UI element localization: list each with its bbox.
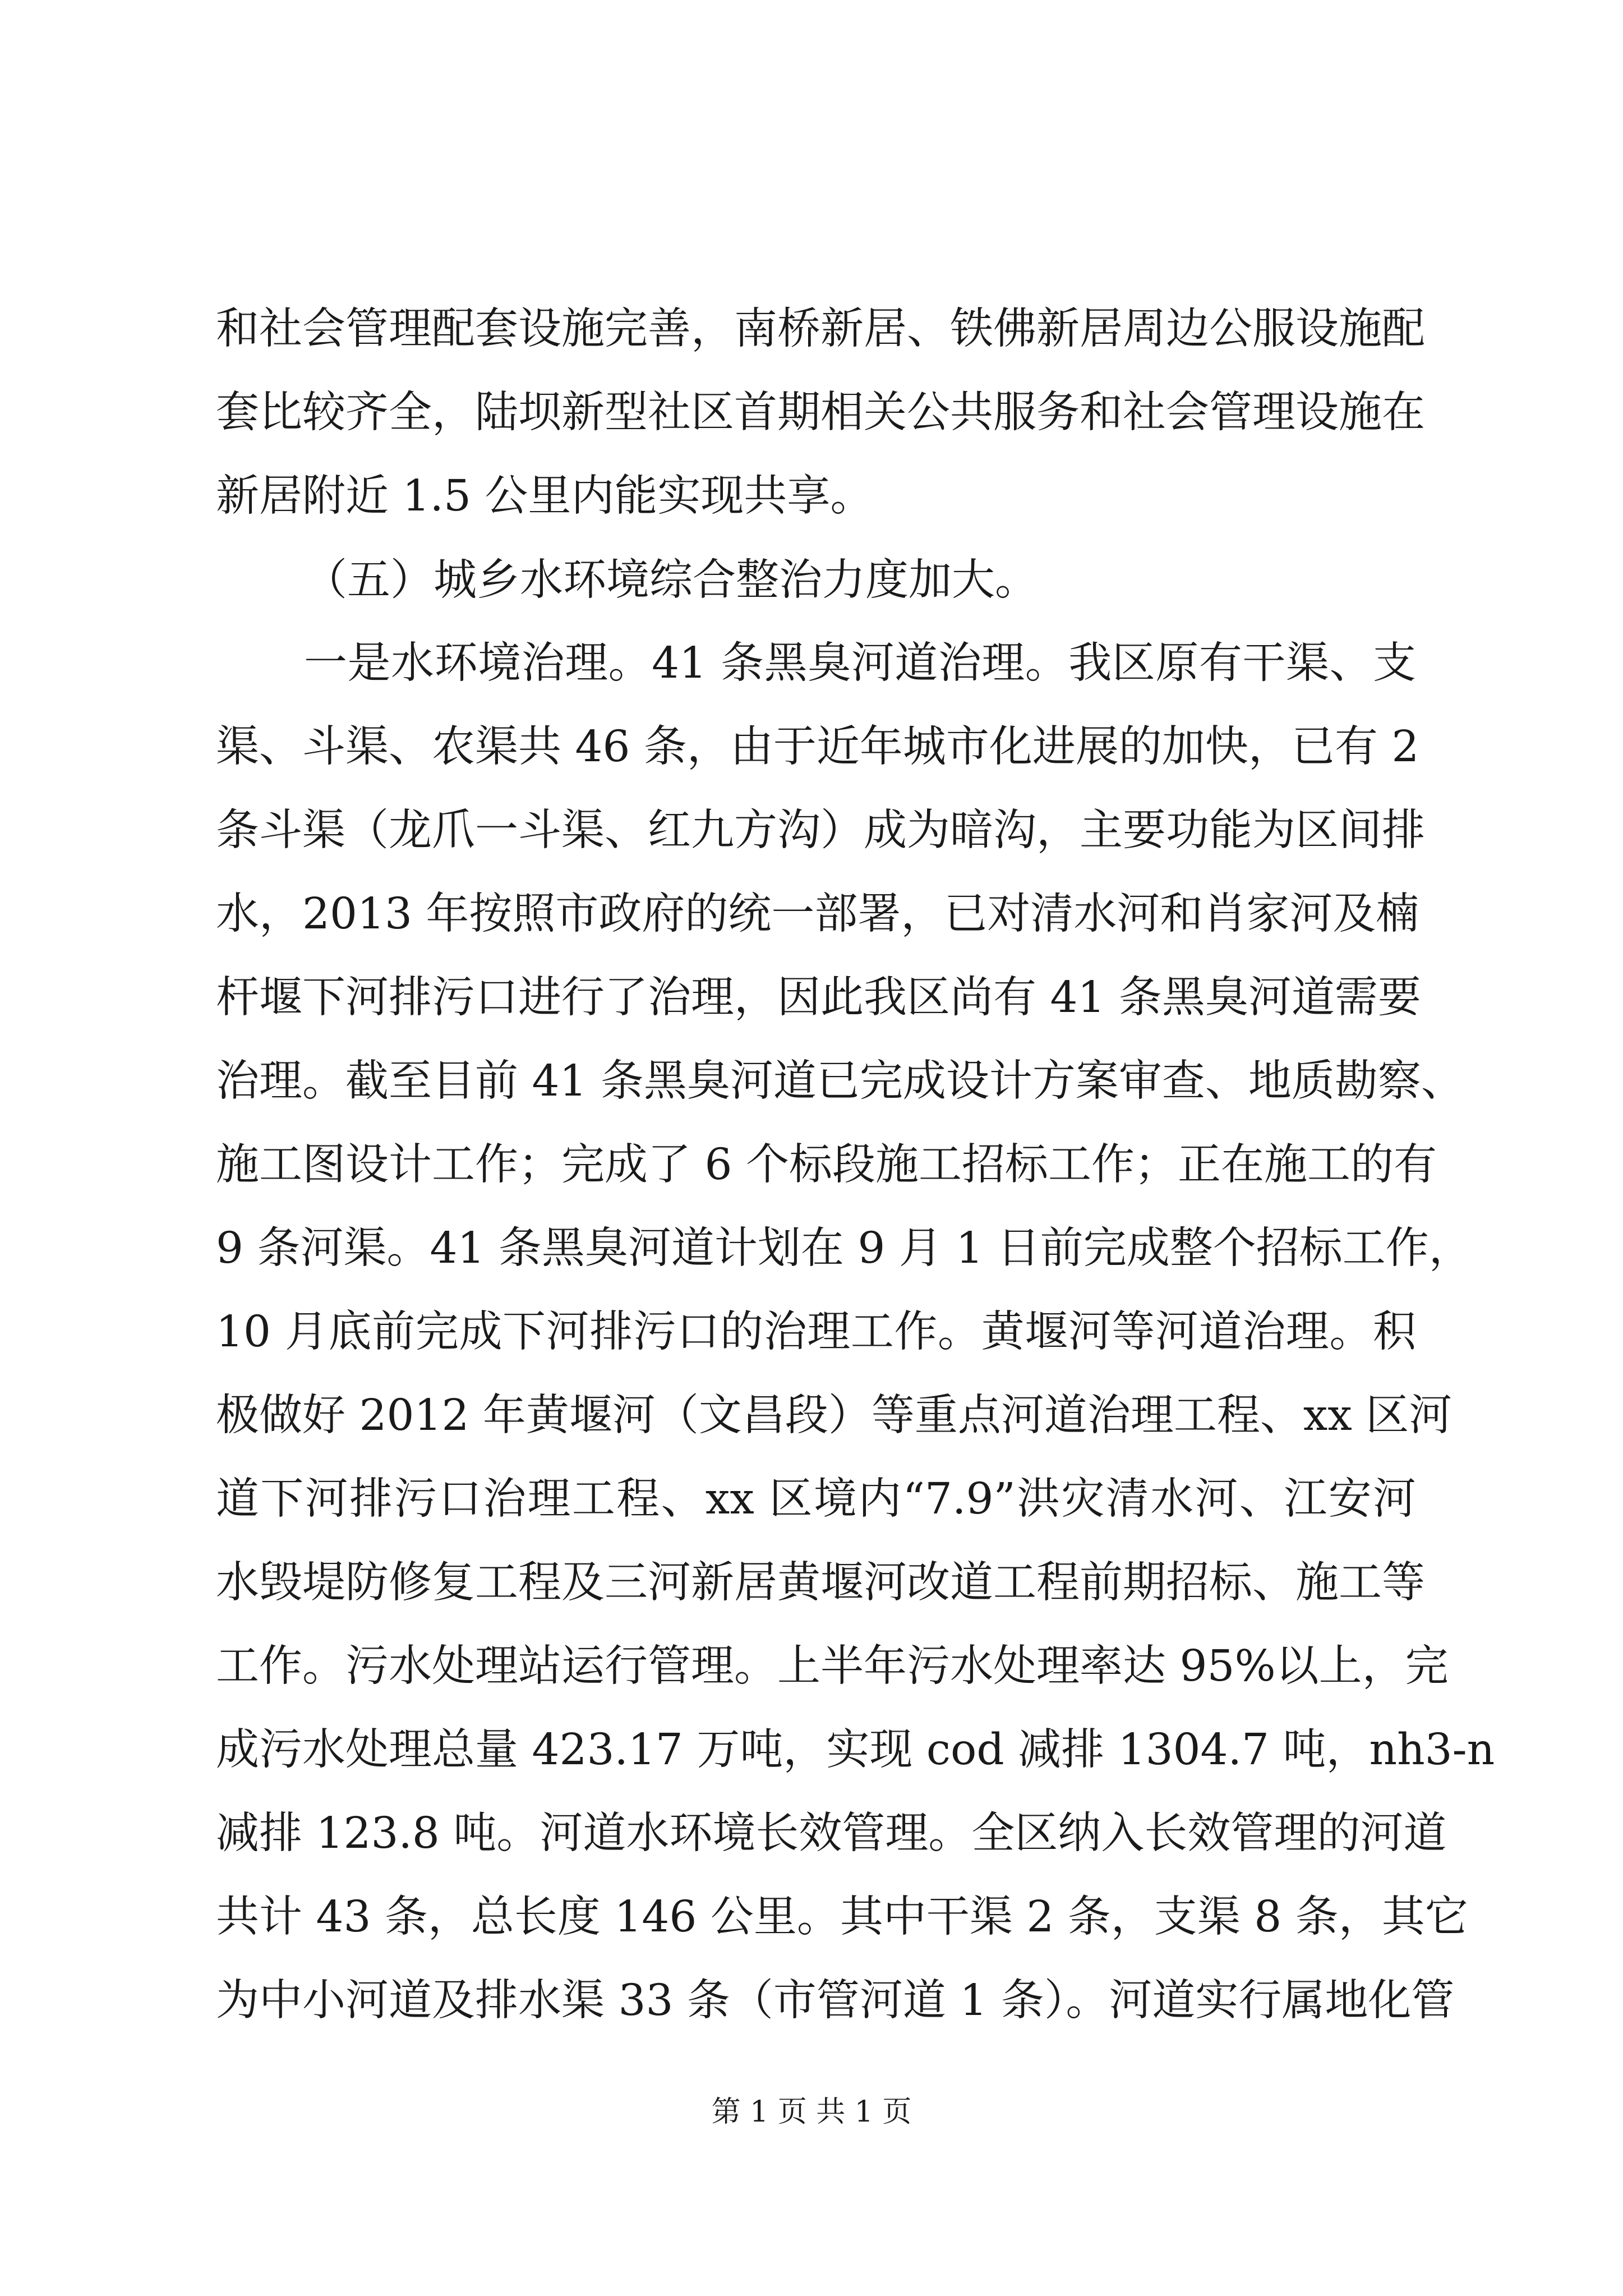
body-line: 工作。污水处理站运行管理。上半年污水处理率达 95%以上，完 <box>216 1641 1449 1691</box>
body-line: 治理。截至目前 41 条黑臭河道已完成设计方案审查、地质勘察、 <box>216 1056 1464 1106</box>
body-line: 渠、斗渠、农渠共 46 条，由于近年城市化进展的加快，已有 2 <box>216 722 1419 772</box>
body-line: 条斗渠（龙爪一斗渠、红九方沟）成为暗沟，主要功能为区间排 <box>216 806 1425 855</box>
body-line: 减排 123.8 吨。河道水环境长效管理。全区纳入长效管理的河道 <box>216 1809 1447 1858</box>
body-line: 套比较齐全，陆坝新型社区首期相关公共服务和社会管理设施在 <box>216 388 1425 438</box>
body-line: 施工图设计工作；完成了 6 个标段施工招标工作；正在施工的有 <box>216 1140 1437 1190</box>
body-line: 新居附近 1.5 公里内能实现共享。 <box>216 471 874 521</box>
body-line: 极做好 2012 年黄堰河（文昌段）等重点河道治理工程、xx 区河 <box>216 1391 1453 1441</box>
body-line: 水毁堤防修复工程及三河新居黄堰河改道工程前期招标、施工等 <box>216 1558 1425 1608</box>
body-line: 水，2013 年按照市政府的统一部署，已对清水河和肖家河及楠 <box>216 889 1419 939</box>
body-line: 杆堰下河排污口进行了治理，因此我区尚有 41 条黑臭河道需要 <box>216 973 1421 1023</box>
body-line: 共计 43 条，总长度 146 公里。其中干渠 2 条，支渠 8 条，其它 <box>216 1892 1468 1942</box>
body-line: 和社会管理配套设施完善，南桥新居、铁佛新居周边公服设施配 <box>216 304 1425 354</box>
page-footer: 第 1 页 共 1 页 <box>711 2095 912 2129</box>
section-heading: （五）城乡水环境综合整治力度加大。 <box>304 555 1038 605</box>
body-line: 为中小河道及排水渠 33 条（市管河道 1 条）。河道实行属地化管 <box>216 1976 1455 2026</box>
body-line: 成污水处理总量 423.17 万吨，实现 cod 减排 1304.7 吨，nh3-n <box>216 1725 1495 1775</box>
body-line: 道下河排污口治理工程、xx 区境内“7.9”洪灾清水河、江安河 <box>216 1474 1416 1524</box>
body-line: 9 条河渠。41 条黑臭河道计划在 9 月 1 日前完成整个招标工作， <box>216 1223 1472 1273</box>
body-line: 10 月底前完成下河排污口的治理工作。黄堰河等河道治理。积 <box>216 1307 1416 1357</box>
body-line: 一是水环境治理。41 条黑臭河道治理。我区原有干渠、支 <box>304 638 1416 688</box>
